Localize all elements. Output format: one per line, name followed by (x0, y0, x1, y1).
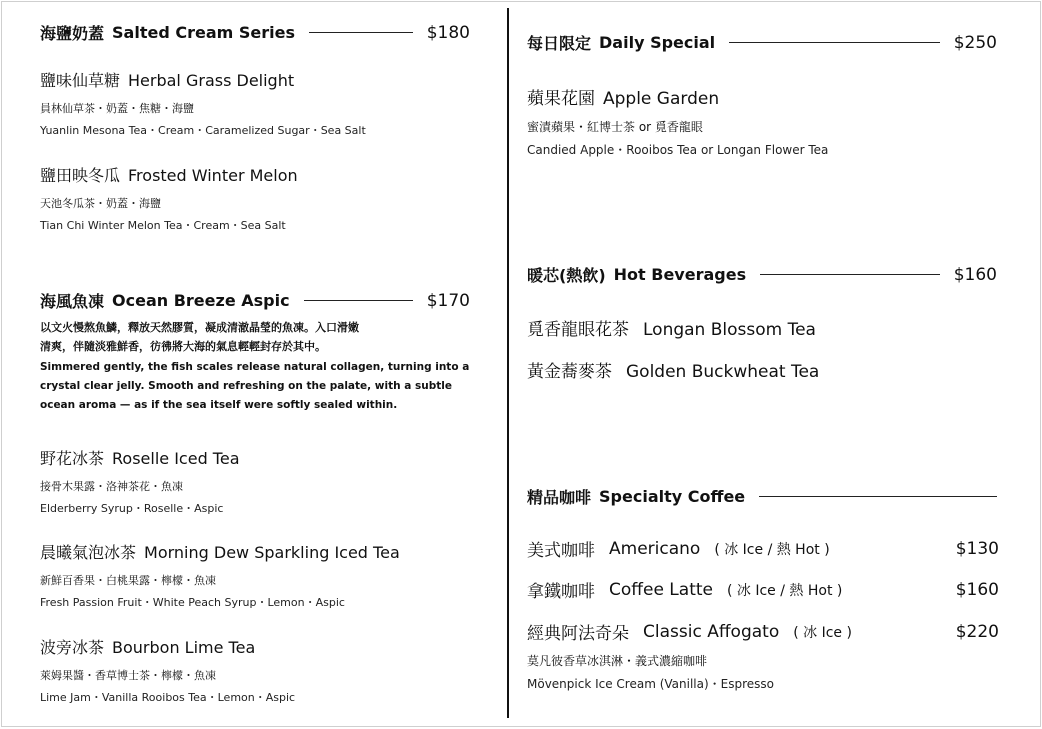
item-name-en: Roselle Iced Tea (112, 449, 240, 468)
menu-item (527, 315, 816, 340)
item-name-zh: 波旁冰茶 (40, 638, 105, 657)
header-rule (304, 300, 413, 301)
item-desc-zh: 新鮮百香果・白桃果露・檸檬・魚凍 (40, 574, 216, 587)
section-title-zh: 每日限定 (527, 34, 592, 53)
menu-item (527, 84, 828, 158)
menu-item (40, 446, 240, 516)
item-name-en: Herbal Grass Delight (128, 71, 295, 90)
item-name-en: Bourbon Lime Tea (112, 638, 256, 657)
item-desc-en: Lime Jam・Vanilla Rooibos Tea・Lemon・Aspic (40, 691, 296, 704)
item-name-zh: 美式咖啡 (527, 541, 595, 561)
item-name-en: Morning Dew Sparkling Iced Tea (144, 543, 400, 562)
item-desc-zh: 蜜漬蘋果・紅博士茶 or 覓香龍眼 (527, 120, 703, 134)
section-title-zh: 海風魚凍 (40, 292, 105, 311)
menu-page (1, 1, 1041, 727)
section-title-en: Salted Cream Series (112, 23, 295, 42)
section-title-zh: 暖芯(熱飲) (527, 266, 606, 285)
desc-zh-line: 清爽，伴隨淡雅鮮香，彷彿將大海的氣息輕輕封存於其中。 (40, 340, 326, 353)
desc-en-line: ocean aroma — as if the sea itself were softly sealed within. (40, 399, 398, 411)
item-name-en: Americano (609, 538, 701, 559)
desc-en-line: Simmered gently, the fish scales release natural collagen, turning into a (40, 361, 470, 373)
item-name-zh: 蘋果花園 (527, 89, 595, 109)
menu-item (527, 619, 999, 644)
item-desc-zh: 莫凡彼香草冰淇淋・義式濃縮咖啡 (527, 654, 708, 668)
desc-en-line: crystal clear jelly. Smooth and refreshing on the palate, with a subtle (40, 380, 452, 392)
item-temp-options: ( 冰 Ice ) (793, 624, 852, 641)
header-rule (309, 32, 413, 33)
item-desc-zh: 天池冬瓜茶・奶蓋・海鹽 (40, 197, 161, 210)
item-desc-zh: 萊姆果醬・香草博士茶・檸檬・魚凍 (40, 669, 216, 682)
header-rule (759, 496, 997, 497)
section-title-zh: 精品咖啡 (527, 488, 592, 507)
item-desc-zh: 員林仙草茶・奶蓋・焦糖・海鹽 (40, 102, 194, 115)
item-name-zh: 晨曦氣泡冰茶 (40, 543, 137, 562)
item-desc-en: Fresh Passion Fruit・White Peach Syrup・Lemon・Aspic (40, 596, 345, 609)
section-price: $170 (426, 290, 470, 311)
item-temp-options: ( 冰 Ice / 熱 Hot ) (726, 582, 843, 599)
specialty-coffee-header (527, 485, 997, 508)
menu-item (40, 68, 366, 138)
ocean-breeze-header (40, 289, 470, 312)
menu-item (527, 577, 999, 602)
section-title-en: Daily Special (599, 33, 716, 52)
item-name-zh: 野花冰茶 (40, 449, 105, 468)
item-price: $160 (955, 579, 999, 600)
item-name-zh: 拿鐵咖啡 (527, 582, 595, 602)
item-price: $130 (955, 538, 999, 559)
section-title-en: Ocean Breeze Aspic (112, 291, 290, 310)
item-name-zh: 經典阿法奇朵 (527, 624, 629, 644)
menu-item (40, 540, 400, 610)
section-price: $160 (953, 264, 997, 285)
menu-item (527, 536, 999, 561)
item-name-en: Longan Blossom Tea (643, 320, 816, 340)
item-name-en: Coffee Latte (609, 579, 713, 600)
section-price: $250 (953, 32, 997, 53)
item-desc-en: Mövenpick Ice Cream (Vanilla)・Espresso (527, 677, 775, 691)
item-name-en: Classic Affogato (643, 621, 780, 642)
item-name-zh: 覓香龍眼花茶 (527, 320, 629, 340)
salted-cream-header (40, 21, 470, 44)
item-desc-en: Candied Apple・Rooibos Tea or Longan Flower Tea (527, 143, 829, 157)
ocean-description (40, 318, 470, 415)
item-price: $220 (955, 621, 999, 642)
section-title-zh: 海鹽奶蓋 (40, 24, 105, 43)
item-name-zh: 鹽田映冬瓜 (40, 166, 121, 185)
menu-item (40, 635, 295, 705)
hot-beverages-header (527, 263, 997, 286)
item-name-zh: 鹽味仙草糖 (40, 71, 121, 90)
item-desc-zh: 接骨木果露・洛神茶花・魚凍 (40, 480, 183, 493)
item-desc-en: Tian Chi Winter Melon Tea・Cream・Sea Salt (40, 219, 286, 232)
section-title-en: Hot Beverages (613, 265, 747, 284)
desc-zh-line: 以文火慢熬魚鱗，釋放天然膠質，凝成清澈晶瑩的魚凍。入口滑嫩 (40, 321, 359, 334)
header-rule (760, 274, 940, 275)
daily-special-header (527, 31, 997, 54)
section-price: $180 (426, 22, 470, 43)
menu-item (527, 357, 819, 382)
column-divider (507, 8, 509, 718)
section-title-en: Specialty Coffee (599, 487, 746, 506)
item-desc-en: Yuanlin Mesona Tea・Cream・Caramelized Sugar・Sea Salt (40, 124, 366, 137)
item-temp-options: ( 冰 Ice / 熱 Hot ) (714, 541, 830, 558)
item-name-en: Golden Buckwheat Tea (626, 362, 820, 382)
affogato-description (527, 652, 774, 692)
item-name-en: Apple Garden (603, 89, 720, 109)
header-rule (729, 42, 940, 43)
item-name-zh: 黃金蕎麥茶 (527, 362, 612, 382)
menu-item (40, 163, 298, 233)
item-name-en: Frosted Winter Melon (128, 166, 298, 185)
item-desc-en: Elderberry Syrup・Roselle・Aspic (40, 502, 224, 515)
